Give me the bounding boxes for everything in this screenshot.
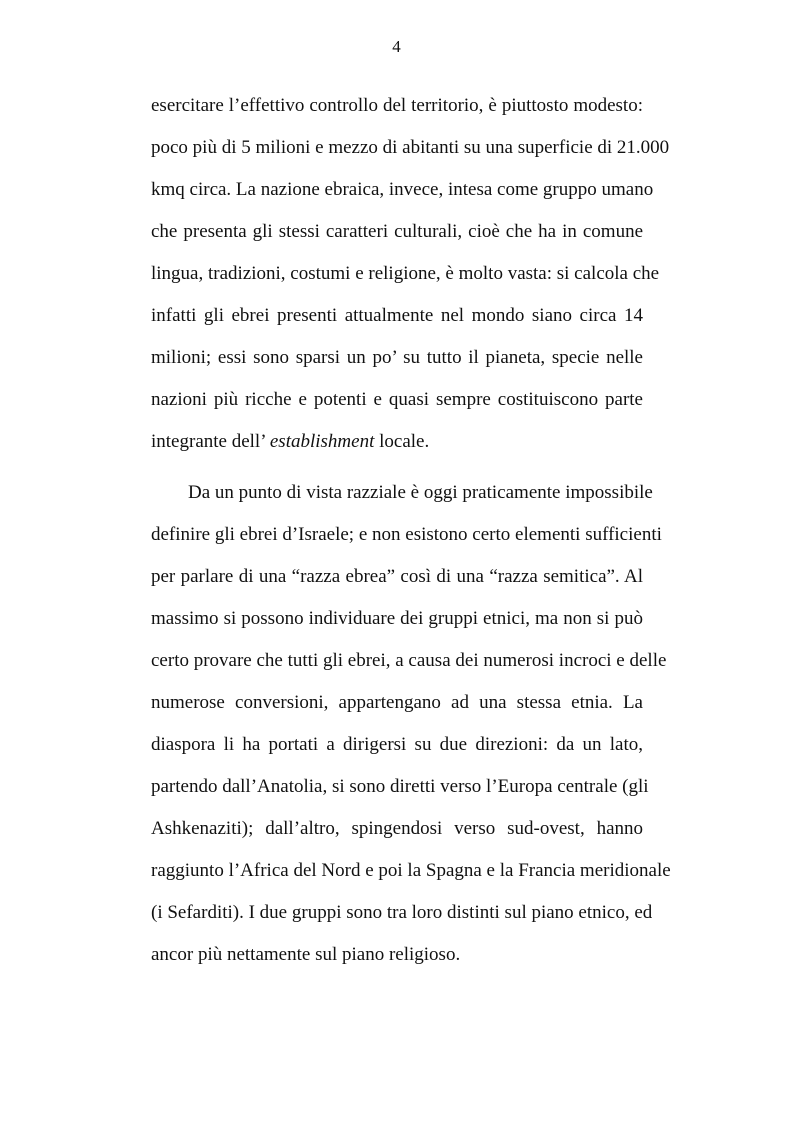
text-line: Ashkenaziti); dall’altro, spingendosi verso sud-ovest, hanno [151,818,643,839]
page-number: 4 [392,37,401,56]
text-line: nazioni più ricche e potenti e quasi sempre costituiscono parte [151,389,643,410]
text-line: per parlare di una “razza ebrea” così di una “razza semitica”. Al [151,566,643,587]
text-line: raggiunto l’Africa del Nord e poi la Spagna e la Francia meridionale [151,860,671,881]
text-fragment: locale. [374,431,430,452]
text-line: milioni; essi sono sparsi un po’ su tutto il pianeta, specie nelle [151,347,643,368]
text-line: massimo si possono individuare dei gruppi etnici, ma non si può [151,608,643,629]
text-fragment: integrante dell’ [151,431,270,452]
text-line: infatti gli ebrei presenti attualmente nel mondo siano circa 14 [151,305,643,326]
text-line: partendo dall’Anatolia, si sono diretti verso l’Europa centrale (gli [151,776,649,797]
text-line: poco più di 5 milioni e mezzo di abitanti su una superficie di 21.000 [151,137,670,158]
paragraph-1 [151,85,670,463]
text-line: definire gli ebrei d’Israele; e non esistono certo elementi sufficienti [151,524,662,545]
text-line: (i Sefarditi). I due gruppi sono tra loro distinti sul piano etnico, ed [151,902,653,923]
text-line: esercitare l’effettivo controllo del territorio, è piuttosto modesto: [151,95,643,116]
text-line: kmq circa. La nazione ebraica, invece, intesa come gruppo umano [151,179,654,200]
text-line-last [151,421,643,463]
text-line: lingua, tradizioni, costumi e religione, è molto vasta: si calcola che [151,263,660,284]
text-line-indented: Da un punto di vista razziale è oggi praticamente impossibile [188,482,653,503]
text-line: diaspora li ha portati a dirigersi su due direzioni: da un lato, [151,734,643,755]
text-line: che presenta gli stessi caratteri culturali, cioè che ha in comune [151,221,643,242]
text-line: numerose conversioni, appartengano ad una stessa etnia. La [151,692,643,713]
text-line-last: ancor più nettamente sul piano religioso. [151,944,461,965]
italic-term: establishment [269,431,375,452]
paragraph-2 [151,472,671,976]
text-line: certo provare che tutti gli ebrei, a causa dei numerosi incroci e delle [151,650,667,671]
